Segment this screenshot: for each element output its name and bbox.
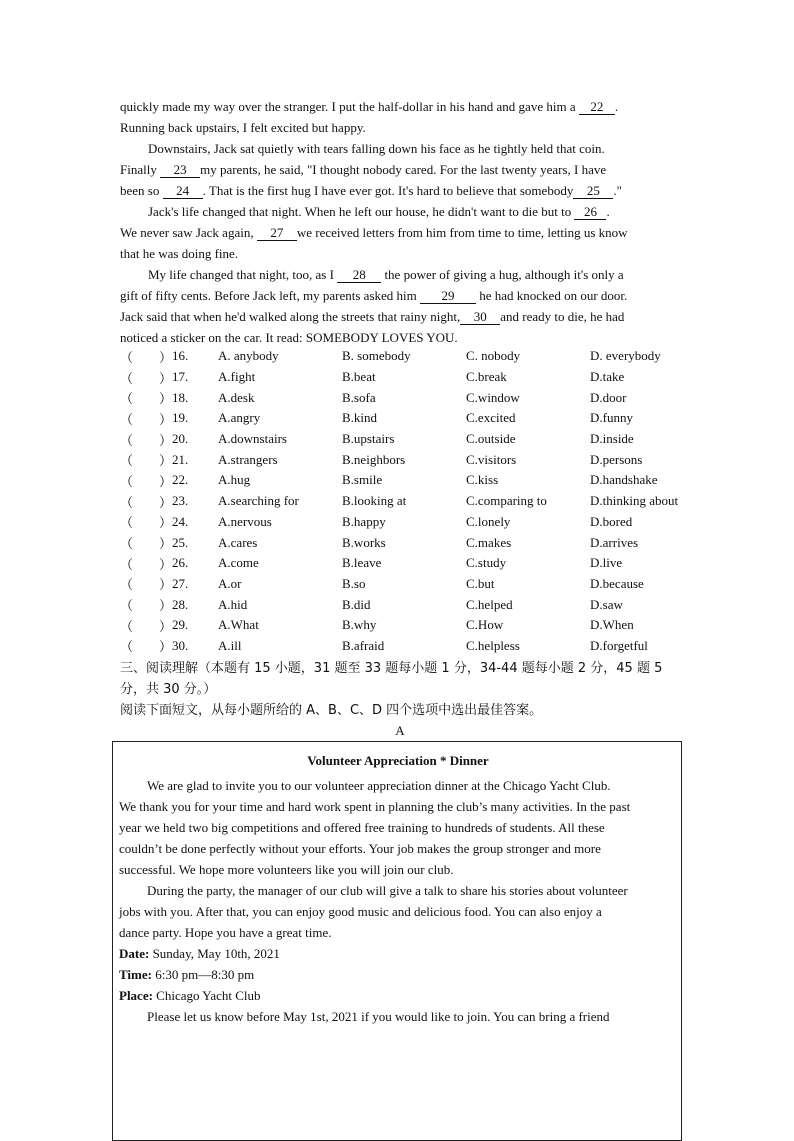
answer-paren: （ ）: [120, 618, 173, 634]
passage-line: quickly made my way over the stranger. I put the half-dollar in his hand and gave him a 22 .: [120, 99, 619, 114]
notice-body: We are glad to invite you to our volunteer appreciation dinner at the Chicago Yacht Club. We thank you for your time and hard work spent in planning the club’s many activities. In the past year we held two big competitions and offered free training to hundreds of students. All these couldn’t be done perfectly without your efforts. Your job makes the group stronger and more successful. We hope more volunteers like you will join our club. During the party, the manager of our club will give a talk to share his stories about volunteer jobs with you. After that, you can enjoy good music and delicious food. You can also enjoy a dance party. Hope you have a great time. Date: Sunday, May 10th, 2021 Time: 6:30 pm—8:30 pm Place: Chicago Yacht Club Please let us know before May 1st, 2021 if you would like to join. You can bring a friend: [119, 775, 679, 1027]
option-c: C.visitors: [466, 451, 517, 467]
date-line: Date: Sunday, May 10th, 2021: [119, 946, 280, 961]
passage-line: Jack's life changed that night. When he left our house, he didn't want to die but to 26 .: [148, 204, 610, 219]
option-c: C.lonely: [466, 513, 511, 529]
option-a: A.What: [218, 617, 259, 633]
question-number: 30.: [172, 637, 189, 653]
option-b: B. somebody: [342, 348, 411, 364]
question-number: 17.: [172, 369, 189, 385]
question-number: 21.: [172, 451, 189, 467]
option-a: A.searching for: [218, 493, 299, 509]
passage-line: We never saw Jack again, 27 we received letters from him from time to time, letting us know: [120, 225, 628, 240]
question-number: 27.: [172, 575, 189, 591]
answer-paren: （ ）: [120, 349, 173, 365]
question-number: 29.: [172, 617, 189, 633]
option-a: A.come: [218, 555, 259, 571]
option-row: [120, 594, 700, 615]
option-d: D.because: [590, 575, 644, 591]
option-row: [120, 491, 700, 512]
answer-paren: （ ）: [120, 432, 173, 448]
option-a: A.downstairs: [218, 431, 287, 447]
option-b: B.kind: [342, 410, 378, 426]
option-row: [120, 449, 700, 470]
part-label: A: [395, 723, 405, 738]
option-a: A.fight: [218, 369, 256, 385]
option-row: [120, 574, 700, 595]
question-number: 20.: [172, 431, 189, 447]
option-a: A.hug: [218, 472, 251, 488]
passage-line: noticed a sticker on the car. It read: SOMEBODY LOVES YOU.: [120, 330, 458, 345]
question-number: 18.: [172, 389, 189, 405]
option-a: A.angry: [218, 410, 261, 426]
blank-24: 24: [163, 183, 203, 199]
question-number: 25.: [172, 534, 189, 550]
option-row: [120, 553, 700, 574]
passage-line: gift of fifty cents. Before Jack left, my parents asked him 29 he had knocked on our door.: [120, 288, 628, 303]
option-b: B.beat: [342, 369, 376, 385]
place-line: Place: Chicago Yacht Club: [119, 988, 261, 1003]
option-row: [120, 470, 700, 491]
blank-25: 25: [573, 183, 613, 199]
question-number: 22.: [172, 472, 189, 488]
option-a: A.strangers: [218, 451, 278, 467]
option-c: C.kiss: [466, 472, 499, 488]
blank-22: 22: [579, 99, 615, 115]
passage-line: that he was doing fine.: [120, 246, 239, 261]
option-a: A.desk: [218, 389, 255, 405]
option-row: [120, 408, 700, 429]
options-table: [120, 346, 700, 656]
answer-paren: （ ）: [120, 370, 173, 386]
option-row: [120, 636, 700, 657]
notice-box: [112, 741, 682, 1141]
option-row: [120, 346, 700, 367]
passage-line: Downstairs, Jack sat quietly with tears falling down his face as he tightly held that coin.: [148, 141, 605, 156]
option-d: D.inside: [590, 431, 634, 447]
option-c: C.helpless: [466, 637, 520, 653]
option-d: D.arrives: [590, 534, 639, 550]
option-c: C.helped: [466, 596, 513, 612]
option-row: [120, 532, 700, 553]
option-a: A.cares: [218, 534, 258, 550]
notice-title: Volunteer Appreciation * Dinner: [307, 753, 489, 768]
answer-paren: （ ）: [120, 453, 173, 469]
option-b: B.afraid: [342, 637, 385, 653]
passage-line: My life changed that night, too, as I 28 the power of giving a hug, although it's only a: [148, 267, 624, 282]
answer-paren: （ ）: [120, 473, 173, 489]
blank-27: 27: [257, 225, 297, 241]
option-d: D.saw: [590, 596, 623, 612]
answer-paren: （ ）: [120, 515, 173, 531]
option-a: A.nervous: [218, 513, 272, 529]
answer-paren: （ ）: [120, 577, 173, 593]
option-d: D.take: [590, 369, 625, 385]
option-row: [120, 387, 700, 408]
option-b: B.upstairs: [342, 431, 395, 447]
option-a: A.or: [218, 575, 242, 591]
option-b: B.why: [342, 617, 377, 633]
option-b: B.so: [342, 575, 366, 591]
option-b: B.smile: [342, 472, 383, 488]
option-c: C. nobody: [466, 348, 521, 364]
answer-paren: （ ）: [120, 536, 173, 552]
option-row: [120, 615, 700, 636]
option-row: [120, 429, 700, 450]
option-c: C.break: [466, 369, 507, 385]
option-c: C.window: [466, 389, 520, 405]
answer-paren: （ ）: [120, 411, 173, 427]
question-number: 28.: [172, 596, 189, 612]
option-d: D.bored: [590, 513, 633, 529]
option-b: B.neighbors: [342, 451, 406, 467]
option-c: C.comparing to: [466, 493, 547, 509]
option-b: B.works: [342, 534, 386, 550]
option-a: A.ill: [218, 637, 242, 653]
option-b: B.leave: [342, 555, 382, 571]
answer-paren: （ ）: [120, 556, 173, 572]
passage-line: been so 24 . That is the first hug I have ever got. It's hard to believe that somebody 25 .": [120, 183, 622, 198]
option-c: C.but: [466, 575, 495, 591]
option-a: A. anybody: [218, 348, 279, 364]
question-number: 16.: [172, 348, 189, 364]
passage-line: Running back upstairs, I felt excited but happy.: [120, 120, 366, 135]
option-b: B.did: [342, 596, 371, 612]
option-b: B.looking at: [342, 493, 407, 509]
blank-29: 29: [420, 288, 476, 304]
question-number: 19.: [172, 410, 189, 426]
option-a: A.hid: [218, 596, 248, 612]
question-number: 23.: [172, 493, 189, 509]
option-c: C.makes: [466, 534, 512, 550]
answer-paren: （ ）: [120, 391, 173, 407]
option-d: D.When: [590, 617, 634, 633]
blank-30: 30: [460, 309, 500, 325]
question-number: 26.: [172, 555, 189, 571]
option-d: D.door: [590, 389, 627, 405]
option-d: D.persons: [590, 451, 643, 467]
option-d: D.forgetful: [590, 637, 648, 653]
option-c: C.study: [466, 555, 507, 571]
blank-23: 23: [160, 162, 200, 178]
answer-paren: （ ）: [120, 494, 173, 510]
option-row: [120, 512, 700, 533]
option-d: D.thinking about: [590, 493, 679, 509]
answer-paren: （ ）: [120, 639, 173, 655]
option-c: C.How: [466, 617, 504, 633]
section-instruction: 阅读下面短文，从每小题所给的 A、B、C、D 四个选项中选出最佳答案。: [120, 703, 543, 718]
section-heading: 三、阅读理解（本题有 15 小题，31 题至 33 题每小题 1 分，34-44 题每小题 2 分，45 题 5 分，共 30 分。）: [120, 661, 663, 697]
option-b: B.happy: [342, 513, 386, 529]
option-d: D.handshake: [590, 472, 658, 488]
time-line: Time: 6:30 pm—8:30 pm: [119, 967, 255, 982]
option-d: D.funny: [590, 410, 633, 426]
answer-paren: （ ）: [120, 598, 173, 614]
option-row: [120, 367, 700, 388]
passage-line: Jack said that when he'd walked along the streets that rainy night, 30 and ready to die, he had: [120, 309, 625, 324]
option-c: C.outside: [466, 431, 516, 447]
option-b: B.sofa: [342, 389, 376, 405]
option-d: D.live: [590, 555, 623, 571]
option-c: C.excited: [466, 410, 516, 426]
blank-26: 26: [574, 204, 606, 220]
cloze-passage: [120, 96, 676, 348]
question-number: 24.: [172, 513, 189, 529]
option-d: D. everybody: [590, 348, 661, 364]
blank-28: 28: [337, 267, 381, 283]
passage-line: Finally 23 my parents, he said, "I thought nobody cared. For the last twenty years, I have: [120, 162, 607, 177]
